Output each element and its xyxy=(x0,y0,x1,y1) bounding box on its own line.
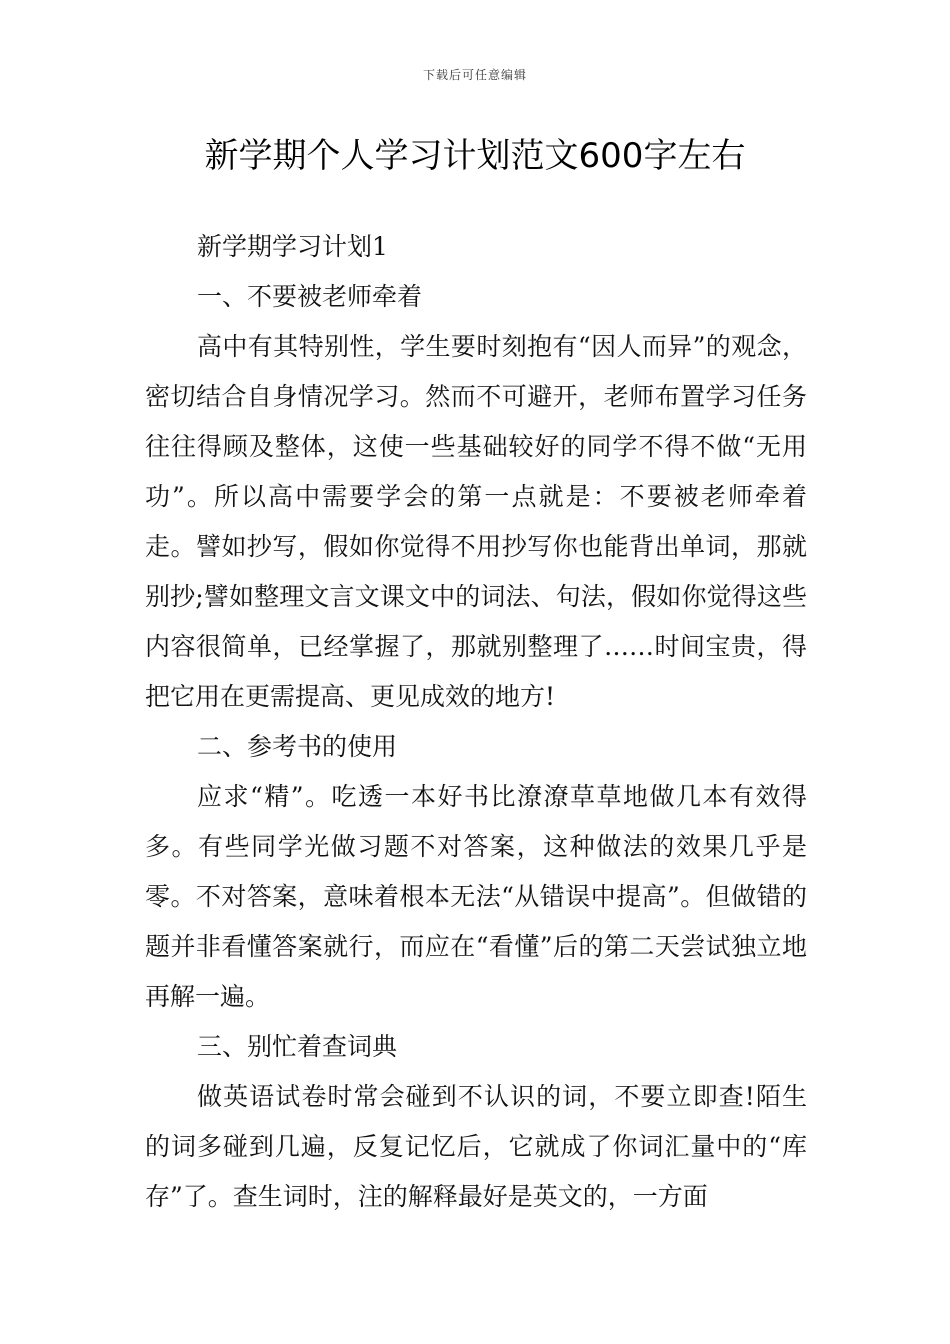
plan-label: 新学期学习计划1 xyxy=(197,232,388,261)
section-heading: 一、不要被老师牵着 xyxy=(197,282,423,311)
section-heading: 三、别忙着查词典 xyxy=(197,1032,398,1061)
document-title: 新学期个人学习计划范文600字左右 xyxy=(204,136,746,176)
document-body xyxy=(145,222,807,1222)
header-note: 下载后可任意编辑 xyxy=(422,68,527,82)
section-heading: 二、参考书的使用 xyxy=(197,732,398,761)
section-paragraph: 高中有其特别性，学生要时刻抱有“因人而异”的观念，密切结合自身情况学习。然而不可避开，老师布置学习任务往往得顾及整体，这使一些基础较好的同学不得不做“无用功”。所以高中需要学会的第一点就是：不要被老师牵着走。譬如抄写，假如你觉得不用抄写你也能背出单词，那就别抄;譬如整理文言文课文中的词法、句法，假如你觉得这些内容很简单，已经掌握了，那就别整理了……时间宝贵，得把它用在更需提高、更见成效的地方! xyxy=(145,332,807,711)
section-paragraph: 应求“精”。吃透一本好书比潦潦草草地做几本有效得多。有些同学光做习题不对答案，这种做法的效果几乎是零。不对答案，意味着根本无法“从错误中提高”。但做错的题并非看懂答案就行，而应在“看懂”后的第二天尝试独立地再解一遍。 xyxy=(145,782,807,1011)
section-paragraph: 做英语试卷时常会碰到不认识的词，不要立即查!陌生的词多碰到几遍，反复记忆后，它就成了你词汇量中的“库存”了。查生词时，注的解释最好是英文的，一方面 xyxy=(145,1082,807,1211)
